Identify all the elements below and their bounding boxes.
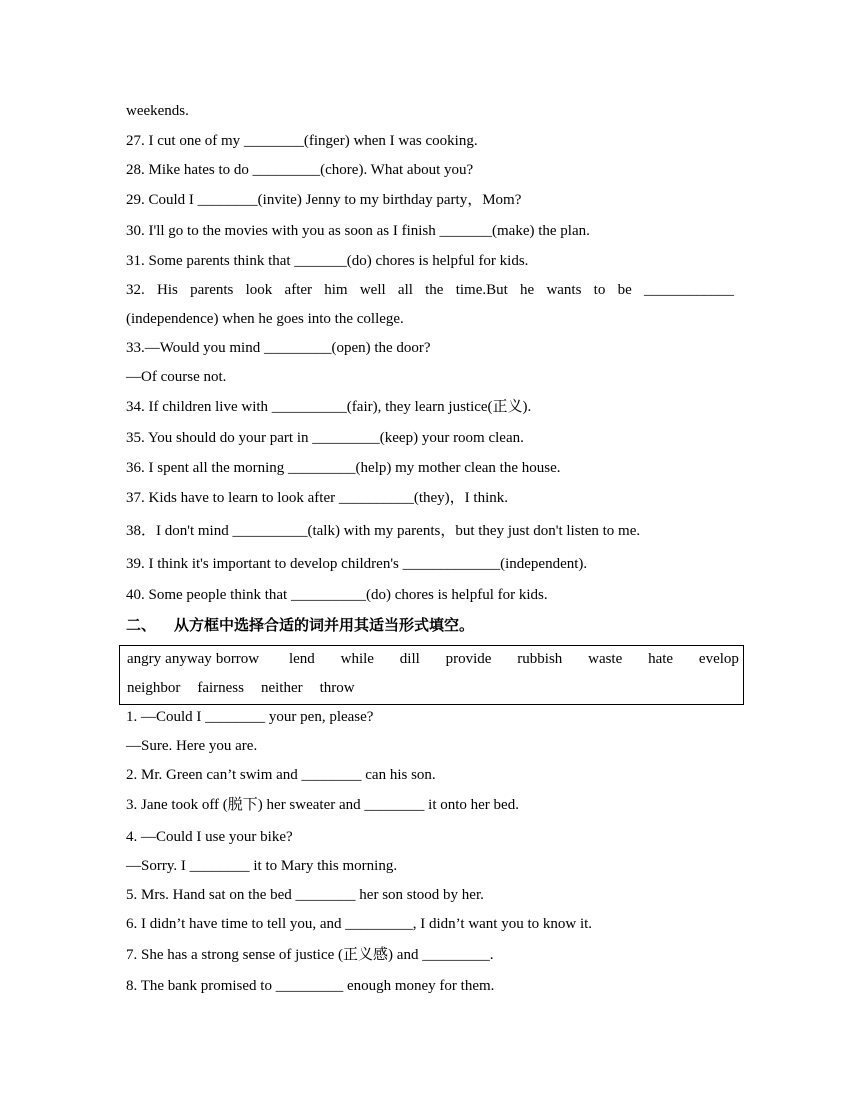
word-item: fairness bbox=[197, 680, 244, 696]
word-item: waste bbox=[588, 651, 623, 667]
section-title: 从方框中选择合适的词并用其适当形式填空。 bbox=[174, 616, 475, 634]
exercise-3: 3. Jane took off (脱下) her sweater and ________ it onto her bed. bbox=[126, 797, 519, 813]
exercise-1-answer: —Sure. Here you are. bbox=[126, 738, 258, 754]
word-item: angry bbox=[127, 651, 162, 667]
question-27: 27. I cut one of my ________(finger) when I was cooking. bbox=[126, 133, 478, 149]
question-39: 39. I think it's important to develop children's _____________(independent). bbox=[126, 556, 588, 572]
question-36: 36. I spent all the morning _________(help) my mother clean the house. bbox=[126, 460, 561, 476]
exercise-7: 7. She has a strong sense of justice (正义感) and _________. bbox=[126, 947, 494, 963]
word-item: neighbor bbox=[127, 680, 181, 696]
word-box-row-2 bbox=[127, 678, 739, 698]
word-item: borrow bbox=[215, 651, 260, 667]
word-item: anyway bbox=[165, 651, 212, 667]
word-item: rubbish bbox=[517, 651, 563, 667]
word-item: evelop bbox=[698, 651, 739, 667]
question-30: 30. I'll go to the movies with you as soon as I finish _______(make) the plan. bbox=[126, 223, 590, 239]
exercise-4-answer: —Sorry. I ________ it to Mary this morning. bbox=[126, 858, 398, 874]
word-item: while bbox=[340, 651, 374, 667]
question-40: 40. Some people think that __________(do) chores is helpful for kids. bbox=[126, 587, 548, 603]
section-number: 二、 bbox=[126, 616, 157, 634]
exercise-6: 6. I didn’t have time to tell you, and _________, I didn’t want you to know it. bbox=[126, 916, 593, 932]
word-item: lend bbox=[288, 651, 315, 667]
exercise-5: 5. Mrs. Hand sat on the bed ________ her son stood by her. bbox=[126, 887, 484, 903]
exercise-8: 8. The bank promised to _________ enough money for them. bbox=[126, 978, 495, 994]
exercise-1: 1. —Could I ________ your pen, please? bbox=[126, 709, 374, 725]
text-line: weekends. bbox=[126, 103, 189, 119]
question-38: 38．I don't mind __________(talk) with my parents，but they just don't listen to me. bbox=[126, 523, 641, 539]
question-33: 33.—Would you mind _________(open) the door? bbox=[126, 340, 431, 356]
word-item: provide bbox=[445, 651, 492, 667]
word-item: hate bbox=[648, 651, 674, 667]
question-35: 35. You should do your part in _________(keep) your room clean. bbox=[126, 430, 524, 446]
question-37: 37. Kids have to learn to look after __________(they)，I think. bbox=[126, 490, 509, 506]
word-item: throw bbox=[319, 680, 355, 696]
word-item: dill bbox=[399, 651, 420, 667]
question-33-answer: —Of course not. bbox=[126, 369, 227, 385]
word-box bbox=[119, 645, 744, 705]
question-29: 29. Could I ________(invite) Jenny to my birthday party，Mom? bbox=[126, 192, 522, 208]
word-box-row-1 bbox=[127, 649, 739, 669]
section-heading bbox=[126, 614, 474, 636]
question-31: 31. Some parents think that _______(do) chores is helpful for kids. bbox=[126, 253, 529, 269]
exercise-4: 4. —Could I use your bike? bbox=[126, 829, 293, 845]
question-34: 34. If children live with __________(fair), they learn justice(正义). bbox=[126, 399, 532, 415]
word-item: neither bbox=[260, 680, 303, 696]
question-32-continued: (independence) when he goes into the college. bbox=[126, 311, 404, 327]
exercise-2: 2. Mr. Green can’t swim and ________ can his son. bbox=[126, 767, 436, 783]
word-group bbox=[127, 649, 263, 669]
question-32: 32. His parents look after him well all the time.But he wants to be ____________ bbox=[126, 282, 734, 298]
question-28: 28. Mike hates to do _________(chore). What about you? bbox=[126, 162, 474, 178]
